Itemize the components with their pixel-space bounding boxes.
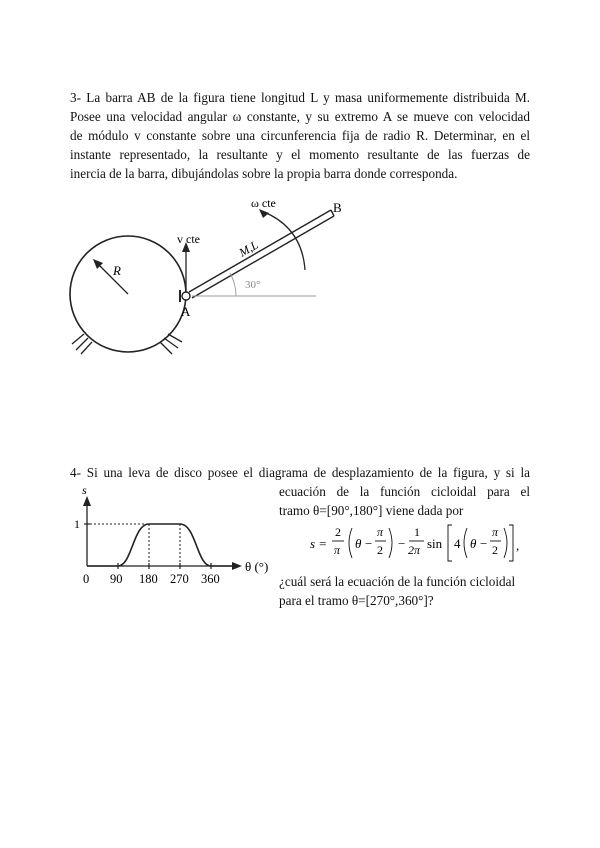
formula-minus3: − bbox=[480, 536, 488, 551]
formula-coef2-num: 1 bbox=[414, 525, 420, 539]
formula-four: 4 bbox=[454, 536, 461, 551]
y-axis-label: s bbox=[82, 483, 87, 497]
x-axis-arrowhead bbox=[232, 562, 242, 570]
x-tick-180: 180 bbox=[139, 572, 158, 586]
x-tick-90: 90 bbox=[110, 572, 123, 586]
problem4-question-line-2: para el tramo θ=[270°,360°]? bbox=[279, 593, 434, 608]
point-a-label: A bbox=[181, 304, 191, 319]
formula-coef1-den: π bbox=[334, 543, 341, 557]
problem4-right-line-2: tramo θ=[90°,180°] viene dada por bbox=[279, 503, 464, 518]
x-tick-270: 270 bbox=[170, 572, 189, 586]
problem3-line-5: inercia de la barra, dibujándolas sobre la propia barra donde corresponda. bbox=[70, 166, 458, 181]
x-tick-360: 360 bbox=[201, 572, 220, 586]
x-axis-label: θ (°) bbox=[245, 559, 269, 574]
problem4-question-line-1: ¿cuál será la ecuación de la función cicloidal bbox=[279, 574, 516, 589]
formula-minus1: − bbox=[365, 536, 373, 551]
angle-label: 30° bbox=[245, 279, 261, 291]
x-tick-0: 0 bbox=[83, 572, 90, 586]
radius-label: R bbox=[113, 263, 121, 278]
formula-theta1: θ bbox=[355, 536, 362, 551]
formula-theta2: θ bbox=[470, 536, 477, 551]
omega-label: ω cte bbox=[251, 196, 276, 210]
formula-pi2: π bbox=[492, 525, 499, 539]
formula-pi1: π bbox=[377, 525, 384, 539]
formula-sin: sin bbox=[427, 536, 443, 551]
formula-comma: , bbox=[516, 538, 520, 553]
displacement-curve bbox=[87, 524, 232, 566]
problem3-line-3: de módulo v constante sobre una circunferencia fija de radio R. Determinar, en el bbox=[70, 128, 530, 143]
point-b-label: B bbox=[333, 200, 342, 215]
formula-coef2-den: 2π bbox=[408, 543, 421, 557]
formula-two1: 2 bbox=[377, 543, 383, 557]
problem4-right-line-1: ecuación de la función cicloidal para el bbox=[279, 484, 530, 499]
y-tick-label: 1 bbox=[74, 517, 80, 531]
formula-coef1-num: 2 bbox=[335, 525, 341, 539]
bar-label: M,L bbox=[236, 237, 261, 260]
problem3-line-1: 3- La barra AB de la figura tiene longitud L y masa uniformemente distribuida M. bbox=[70, 90, 530, 105]
velocity-label: v cte bbox=[177, 232, 200, 246]
formula-minus2: − bbox=[398, 536, 406, 551]
problem4-line-1: 4- Si una leva de disco posee el diagrama de desplazamiento de la figura, y si la bbox=[70, 465, 530, 480]
problem3-line-4: instante representado, la resultante y el momento resultante de las fuerzas de bbox=[70, 147, 530, 162]
problem3-line-2: Posee una velocidad angular ω constante, y su extremo A se mueve con velocidad bbox=[70, 109, 530, 124]
y-axis-arrowhead bbox=[83, 496, 91, 506]
formula-two2: 2 bbox=[492, 543, 498, 557]
formula-lhs: s = bbox=[310, 536, 328, 551]
